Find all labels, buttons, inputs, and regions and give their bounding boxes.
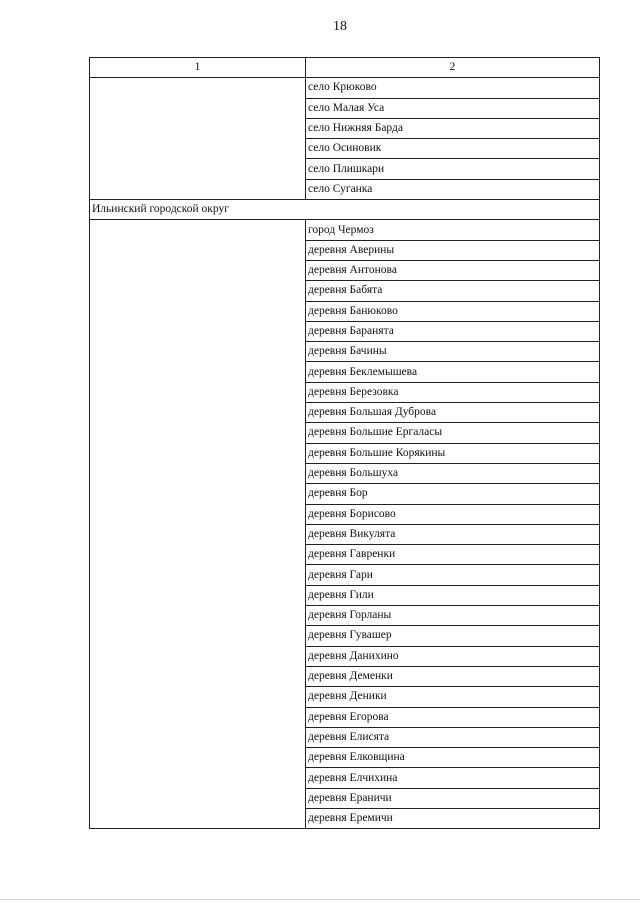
settlement-name: деревня Горланы: [306, 606, 600, 626]
settlement-name: деревня Банюково: [306, 301, 600, 321]
settlement-name: деревня Большая Дуброва: [306, 403, 600, 423]
settlement-name: деревня Елковщина: [306, 748, 600, 768]
settlement-name: деревня Гувашер: [306, 626, 600, 646]
settlement-name: деревня Беклемышева: [306, 362, 600, 382]
settlement-name: село Плишкари: [306, 159, 600, 179]
settlement-name: село Малая Уса: [306, 98, 600, 118]
empty-subject-cell: [90, 220, 306, 829]
group-b-rows: [90, 220, 600, 829]
settlement-name: город Чермоз: [306, 220, 600, 240]
column-header-1: 1: [90, 58, 306, 78]
group-a-rows: [90, 78, 600, 200]
settlement-name: деревня Большуха: [306, 463, 600, 483]
settlement-name: деревня Деменки: [306, 666, 600, 686]
settlement-name: деревня Данихино: [306, 646, 600, 666]
settlement-name: деревня Бачины: [306, 342, 600, 362]
settlement-name: деревня Антонова: [306, 260, 600, 280]
settlement-name: деревня Елчихина: [306, 768, 600, 788]
settlement-name: село Суганка: [306, 179, 600, 199]
settlement-name: деревня Елисята: [306, 727, 600, 747]
page-number: 18: [333, 19, 347, 34]
settlement-name: деревня Борисово: [306, 504, 600, 524]
scan-edge-line: [0, 899, 640, 900]
settlement-name: деревня Бабята: [306, 281, 600, 301]
settlements-table: [89, 57, 600, 829]
table-row: [90, 220, 600, 240]
settlement-name: деревня Викулята: [306, 524, 600, 544]
settlement-name: деревня Гавренки: [306, 545, 600, 565]
settlement-name: деревня Егорова: [306, 707, 600, 727]
settlement-name: деревня Бор: [306, 484, 600, 504]
settlement-name: деревня Ераничи: [306, 788, 600, 808]
district-section: [90, 200, 600, 220]
table-row: [90, 78, 600, 98]
settlement-name: деревня Большие Ергаласы: [306, 423, 600, 443]
column-header-2: 2: [306, 58, 600, 78]
empty-subject-cell: [90, 78, 306, 200]
settlement-name: деревня Деники: [306, 687, 600, 707]
settlement-name: деревня Березовка: [306, 382, 600, 402]
settlement-name: село Крюково: [306, 78, 600, 98]
district-name: Ильинский городской округ: [90, 200, 600, 220]
header-row: [90, 58, 600, 78]
settlement-name: деревня Еремичи: [306, 808, 600, 828]
settlement-name: село Нижняя Барда: [306, 118, 600, 138]
settlement-name: село Осиновик: [306, 139, 600, 159]
settlement-name: деревня Баранята: [306, 321, 600, 341]
settlement-name: деревня Большие Корякины: [306, 443, 600, 463]
table-header: [90, 58, 600, 78]
settlement-name: деревня Аверины: [306, 240, 600, 260]
settlement-name: деревня Гили: [306, 585, 600, 605]
settlement-name: деревня Гари: [306, 565, 600, 585]
district-row: [90, 200, 600, 220]
